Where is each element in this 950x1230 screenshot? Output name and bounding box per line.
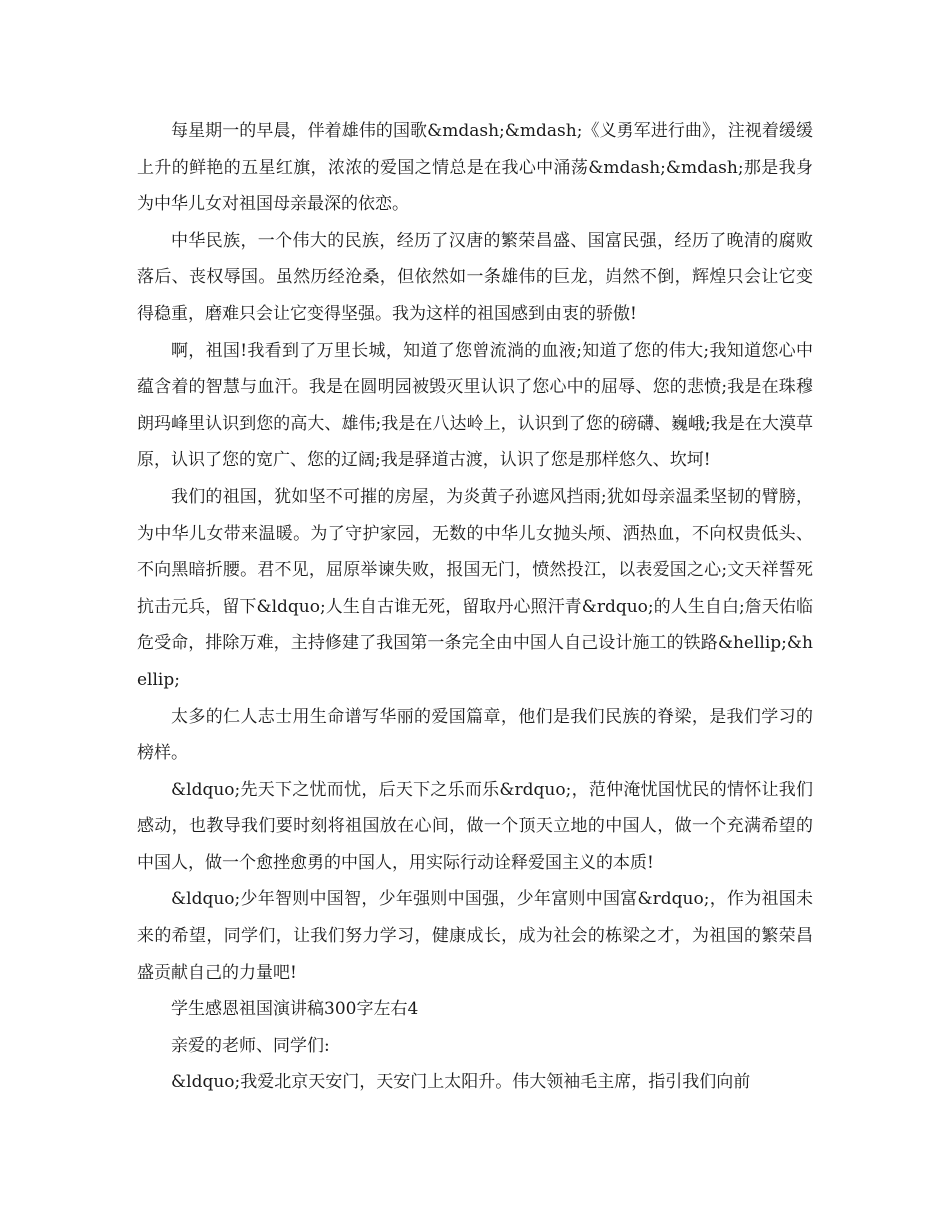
paragraph-6: &ldquo;先天下之忧而忧，后天下之乐而乐&rdquo;，范仲淹忧国忧民的情怀让我们感动，也教导我们要时刻将祖国放在心间，做一个顶天立地的中国人，做一个充满希望的中国人，做一个愈挫愈勇的中国人，用实际行动诠释爱国主义的本质! [137,779,813,873]
salutation: 亲爱的老师、同学们: [171,1035,330,1056]
paragraph-5: 太多的仁人志士用生命谱写华丽的爱国篇章，他们是我们民族的脊梁，是我们学习的榜样。 [137,706,813,764]
section-heading: 学生感恩祖国演讲稿300字左右4 [171,999,419,1020]
document-body [137,113,813,1101]
paragraph-2: 中华民族，一个伟大的民族，经历了汉唐的繁荣昌盛、国富民强，经历了晚清的腐败落后、丧权辱国。虽然历经沧桑，但依然如一条雄伟的巨龙，岿然不倒，辉煌只会让它变得稳重，磨难只会让它变得坚强。我为这样的祖国感到由衷的骄傲! [137,230,813,324]
paragraph-4: 我们的祖国，犹如坚不可摧的房屋，为炎黄子孙遮风挡雨;犹如母亲温柔坚韧的臂膀，为中华儿女带来温暖。为了守护家园，无数的中华儿女抛头颅、洒热血，不向权贵低头、不向黑暗折腰。君不见，屈原举谏失败，报国无门，愤然投江，以表爱国之心;文天祥誓死抗击元兵，留下&ldquo;人生自古谁无死，留取丹心照汗青&rdquo;的人生自白;詹天佑临危受命，排除万难，主持修建了我国第一条完全由中国人自己设计施工的铁路&hellip;&hellip; [137,486,813,690]
paragraph-7: &ldquo;少年智则中国智，少年强则中国强，少年富则中国富&rdquo;，作为祖国未来的希望，同学们，让我们努力学习，健康成长，成为社会的栋梁之才，为祖国的繁荣昌盛贡献自己的力量吧! [137,889,813,983]
paragraph-3: 啊，祖国!我看到了万里长城，知道了您曾流淌的血液;知道了您的伟大;我知道您心中蕴含着的智慧与血汗。我是在圆明园被毁灭里认识了您心中的屈辱、您的悲愤;我是在珠穆朗玛峰里认识到您的高大、雄伟;我是在八达岭上，认识到了您的磅礴、巍峨;我是在大漠草原，认识了您的宽广、您的辽阔;我是驿道古渡，认识了您是那样悠久、坎坷! [137,340,813,471]
paragraph-8: &ldquo;我爱北京天安门，天安门上太阳升。伟大领袖毛主席，指引我们向前 [171,1072,751,1093]
paragraph-1: 每星期一的早晨，伴着雄伟的国歌&mdash;&mdash;《义勇军进行曲》，注视着缓缓上升的鲜艳的五星红旗，浓浓的爱国之情总是在我心中涌荡&mdash;&mdash;那是我身为中华儿女对祖国母亲最深的依恋。 [137,121,813,215]
